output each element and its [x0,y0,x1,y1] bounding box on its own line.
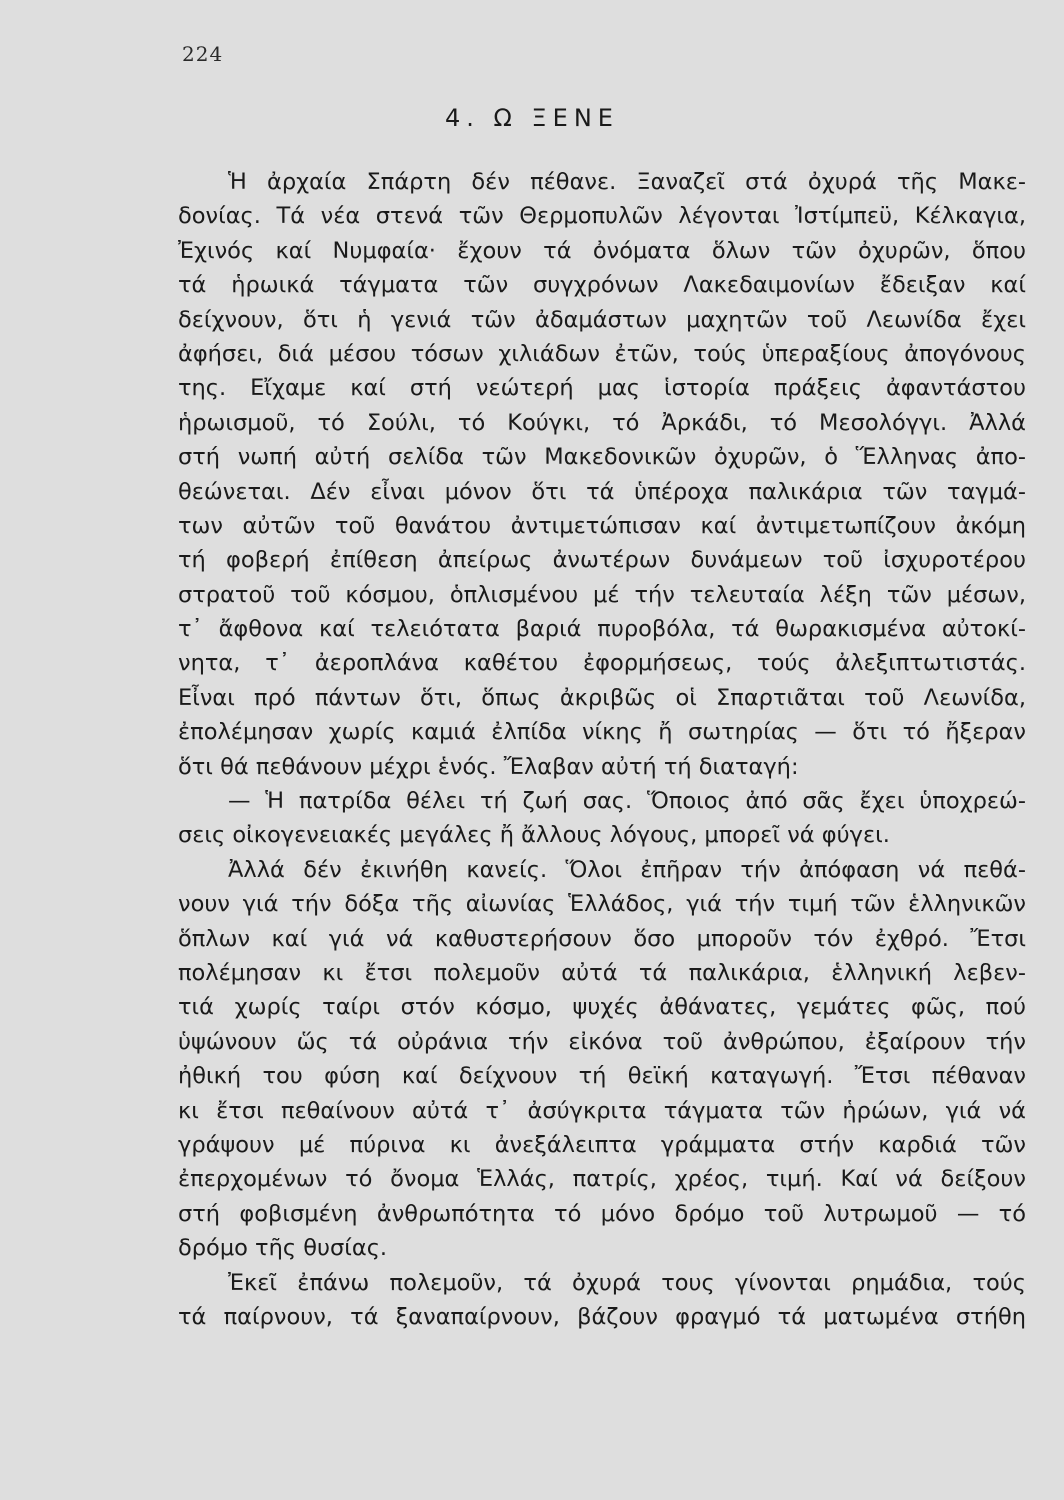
text-line: τιά χωρίς ταίρι στόν κόσμο, ψυχές ἀθάνατες, γεμάτες φῶς, πού [178,994,1026,1021]
text-line: πολέμησαν κι ἔτσι πολεμοῦν αὐτά τά παλικάρια, ἑλληνική λεβεν- [178,959,1026,986]
text-line: ὅτι θά πεθάνουν μέχρι ἑνός. Ἔλαβαν αὐτή τή διαταγή: [178,753,799,780]
text-line: Ἐχινός καί Νυμφαία· ἔχουν τά ὀνόματα ὅλων τῶν ὀχυρῶν, ὅπου [178,237,1026,264]
text-line: στρατοῦ τοῦ κόσμου, ὁπλισμένου μέ τήν τελευταία λέξη τῶν μέσων, [178,581,1026,608]
text-line: θεώνεται. Δέν εἶναι μόνον ὅτι τά ὑπέροχα παλικάρια τῶν ταγμά- [178,478,1026,505]
text-line: ὅπλων καί γιά νά καθυστερήσουν ὅσο μποροῦν τόν ἐχθρό. Ἔτσι [178,925,1026,952]
text-line: τ᾿ ἄφθονα καί τελειότατα βαριά πυροβόλα, τά θωρακισμένα αὐτοκί- [178,616,1026,643]
text-line: νουν γιά τήν δόξα τῆς αἰωνίας Ἑλλάδος, γιά τήν τιμή τῶν ἑλληνικῶν [178,891,1026,918]
text-line: Εἶναι πρό πάντων ὅτι, ὅπως ἀκριβῶς οἱ Σπαρτιᾶται τοῦ Λεωνίδα, [178,684,1026,711]
text-line: τή φοβερή ἐπίθεση ἀπείρως ἀνωτέρων δυνάμεων τοῦ ἰσχυροτέρου [178,547,1026,574]
text-line: τά ἡρωικά τάγματα τῶν συγχρόνων Λακεδαιμονίων ἔδειξαν καί [178,272,1026,299]
text-line: ἐπερχομένων τό ὄνομα Ἑλλάς, πατρίς, χρέος, τιμή. Καί νά δείξουν [178,1166,1026,1193]
text-line: ἀφήσει, διά μέσου τόσων χιλιάδων ἐτῶν, τούς ὑπεραξίους ἀπογόνους [178,340,1026,367]
text-line: ἡρωισμοῦ, τό Σούλι, τό Κούγκι, τό Ἀρκάδι, τό Μεσολόγγι. Ἀλλά [178,409,1026,436]
text-line: σεις οἰκογενειακές μεγάλες ἤ ἄλλους λόγους, μπορεῖ νά φύγει. [178,822,890,849]
text-line: των αὐτῶν τοῦ θανάτου ἀντιμετώπισαν καί ἀντιμετωπίζουν ἀκόμη [178,512,1026,539]
text-line: ἠθική του φύση καί δείχνουν τή θεϊκή καταγωγή. Ἔτσι πέθαναν [178,1063,1026,1090]
page-number: 224 [182,42,224,66]
text-line: Ἡ ἀρχαία Σπάρτη δέν πέθανε. Ξαναζεῖ στά ὀχυρά τῆς Μακε- [228,169,1026,195]
text-line: τά παίρνουν, τά ξαναπαίρνουν, βάζουν φραγμό τά ματωμένα στήθη [178,1303,1026,1330]
text-line: ὑψώνουν ὥς τά οὐράνια τήν εἰκόνα τοῦ ἀνθρώπου, ἐξαίρουν τήν [178,1028,1026,1055]
section-heading: 4. Ω ΞΕΝΕ [445,104,619,132]
text-line: στή νωπή αὐτή σελίδα τῶν Μακεδονικῶν ὀχυρῶν, ὁ Ἕλληνας ἀπο- [178,444,1026,471]
text-line: γράψουν μέ πύρινα κι ἀνεξάλειπτα γράμματα στήν καρδιά τῶν [178,1131,1026,1158]
text-line: ἐπολέμησαν χωρίς καμιά ἐλπίδα νίκης ἤ σωτηρίας — ὅτι τό ἤξεραν [178,719,1026,746]
text-line: Ἀλλά δέν ἐκινήθη κανείς. Ὅλοι ἐπῆραν τήν ἀπόφαση νά πεθά- [228,856,1026,883]
text-line: δρόμο τῆς θυσίας. [178,1235,388,1262]
text-line: δείχνουν, ὅτι ἡ γενιά τῶν ἀδαμάστων μαχητῶν τοῦ Λεωνίδα ἔχει [178,306,1026,333]
text-line: δονίας. Τά νέα στενά τῶν Θερμοπυλῶν λέγονται Ἰστίμπεϋ, Κέλκαγια, [178,203,1026,230]
body-text [178,165,1026,1334]
text-line: Ἐκεῖ ἐπάνω πολεμοῦν, τά ὀχυρά τους γίνονται ρημάδια, τούς [228,1269,1026,1296]
text-line: κι ἔτσι πεθαίνουν αὐτά τ᾿ ἀσύγκριτα τάγματα τῶν ἡρώων, γιά νά [178,1097,1026,1124]
text-line: νητα, τ᾿ ἀεροπλάνα καθέτου ἐφορμήσεως, τούς ἀλεξιπτωτιστάς. [178,650,1026,677]
text-line: στή φοβισμένη ἀνθρωπότητα τό μόνο δρόμο τοῦ λυτρωμοῦ — τό [178,1200,1026,1227]
text-line: — Ἡ πατρίδα θέλει τή ζωή σας. Ὅποιος ἀπό σᾶς ἔχει ὑποχρεώ- [228,788,1026,815]
text-line: της. Εἴχαμε καί στή νεώτερή μας ἱστορία πράξεις ἀφαντάστου [178,375,1026,402]
